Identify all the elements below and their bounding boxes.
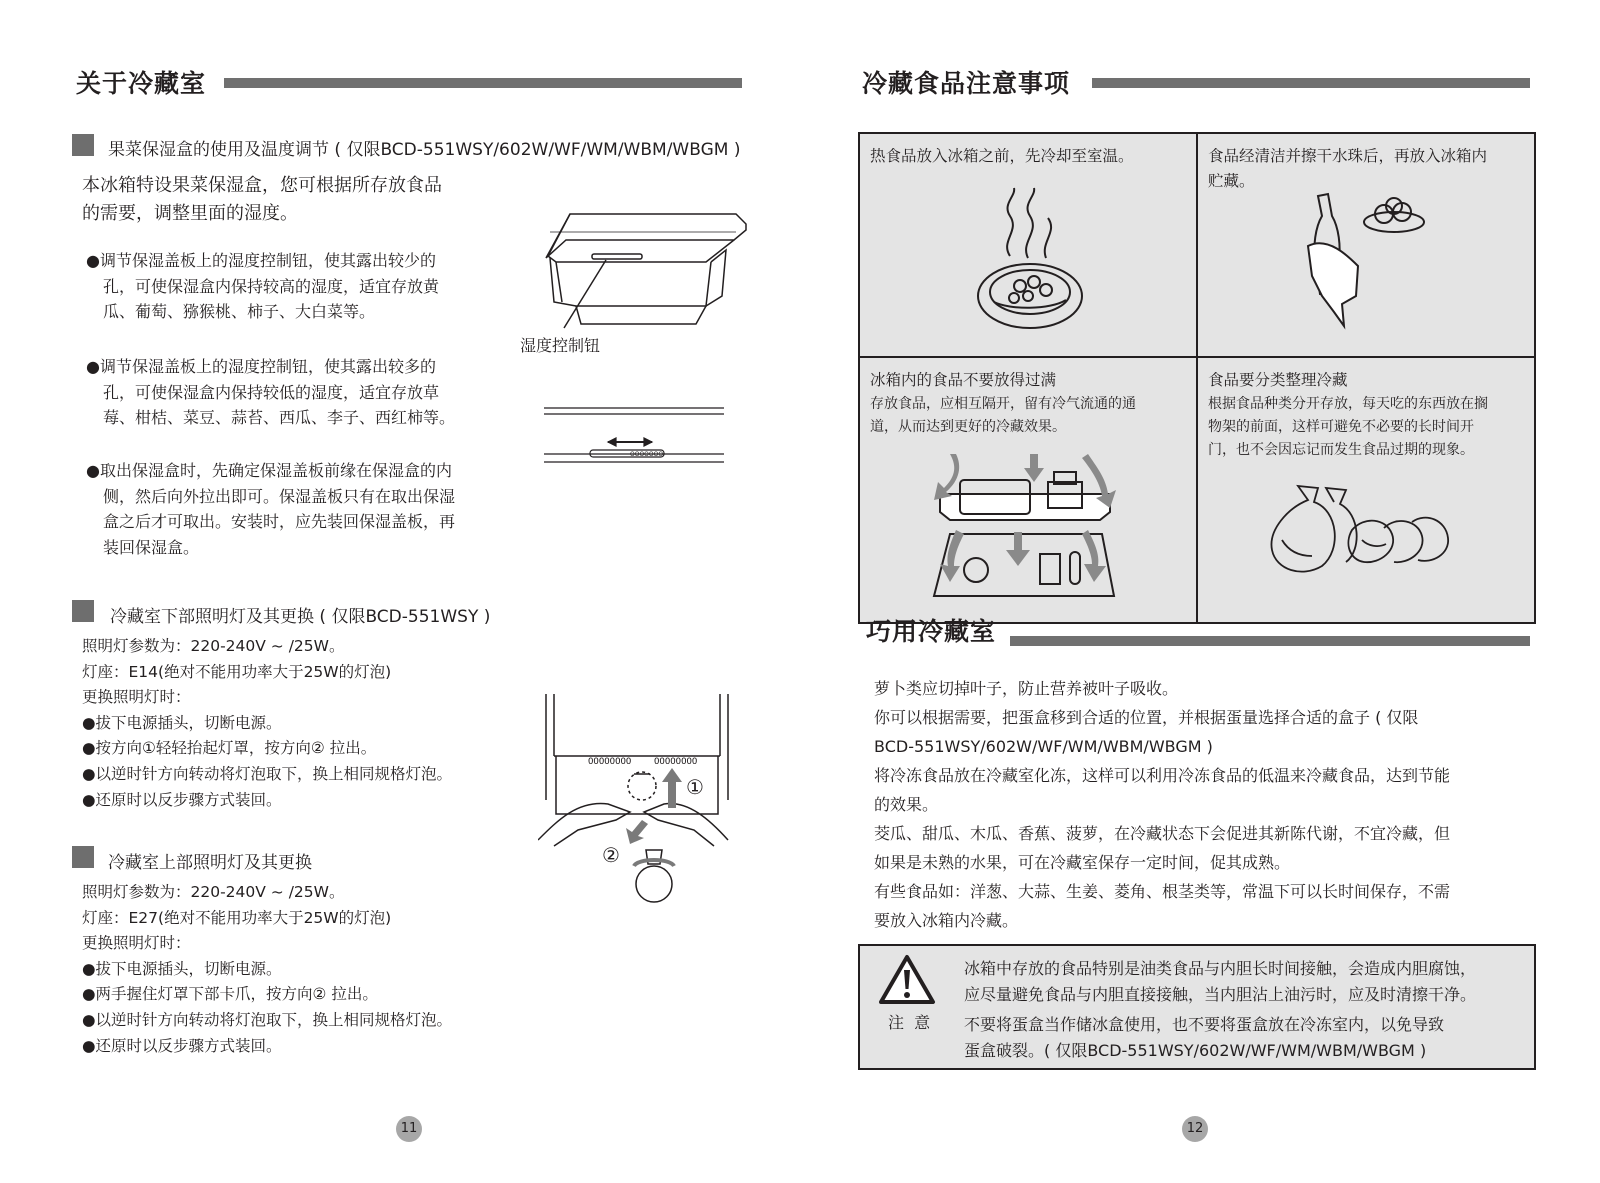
caution-line: 蛋盒破裂。( 仅限BCD-551WSY/602W/WF/WM/WBM/WBGM ) — [964, 1041, 1427, 1060]
tip-line: 如果是未熟的水果，可在冷藏室保存一定时间，促其成熟。 — [874, 853, 1291, 872]
warning-triangle-icon — [878, 954, 936, 1006]
caution-text — [964, 956, 1476, 1064]
tip-text: 贮藏。 — [1208, 172, 1255, 190]
tip-line: 的效果。 — [874, 795, 939, 814]
spec-line: 灯座：E14(绝对不能用功率大于25W的灯泡) — [82, 662, 392, 681]
lamp-replacement-illustration — [538, 690, 734, 920]
crisper-drawer-illustration — [526, 206, 752, 346]
spec-line: ●还原时以反步骤方式装回。 — [82, 790, 282, 809]
spec-line: ●拔下电源插头，切断电源。 — [82, 713, 282, 732]
spec-line: 更换照明灯时： — [82, 934, 191, 953]
caution-line: 应尽量避免食品与内胆直接接触，当内胆沾上油污时，应及时清擦干净。 — [964, 985, 1477, 1004]
bullet-line: ●取出保湿盒时，先确定保湿盖板前缘在保湿盒的内 — [86, 461, 452, 480]
crisper-bullet-2 — [86, 354, 455, 431]
fridge-tricks-title: 巧用冷藏室 — [866, 617, 997, 646]
tip-line: 有些食品如：洋葱、大蒜、生姜、菱角、根茎类等，常温下可以长时间保存，不需 — [874, 882, 1451, 901]
tip-line: 萝卜类应切掉叶子，防止营养被叶子吸收。 — [874, 679, 1179, 698]
tip-line: 要放入冰箱内冷藏。 — [874, 911, 1019, 930]
right-page-title: 冷藏食品注意事项 — [862, 69, 1071, 98]
spec-line: 照明灯参数为：220-240V ~ /25W。 — [82, 883, 345, 901]
spec-line: ●按方向①轻轻抬起灯罩，按方向② 拉出。 — [82, 739, 377, 758]
crisper-intro-line2: 的需要，调整里面的湿度。 — [82, 203, 298, 224]
upper-lamp-instructions — [82, 880, 452, 1059]
lower-lamp-section-heading: 冷藏室下部照明灯及其更换 ( 仅限BCD-551WSY ) — [110, 607, 491, 627]
tip-line: 茭瓜、甜瓜、木瓜、香蕉、菠萝，在冷藏状态下会促进其新陈代谢，不宜冷藏，但 — [874, 824, 1451, 843]
bullet-line: 莓、柑桔、菜豆、蒜苔、西瓜、李子、西红柿等。 — [103, 408, 456, 427]
crisper-section-heading: 果菜保湿盒的使用及温度调节 ( 仅限BCD-551WSY/602W/WF/WM/WBM/WBGM ) — [108, 140, 741, 160]
section-marker — [72, 600, 94, 622]
tip-line: 将冷冻食品放在冷藏室化冻，这样可以利用冷冻食品的低温来冷藏食品，达到节能 — [874, 766, 1451, 785]
spec-line: ●拔下电源插头，切断电源。 — [82, 959, 282, 978]
hot-dish-icon — [970, 186, 1090, 336]
tip-line: 你可以根据需要，把蛋盒移到合适的位置，并根据蛋量选择合适的盒子 ( 仅限 — [874, 708, 1419, 727]
tip-text: 根据食品种类分开存放，每天吃的东西放在搁 — [1208, 396, 1488, 412]
bullet-line: 瓜、葡萄、猕猴桃、柿子、大白菜等。 — [103, 302, 376, 321]
tip-text: 食品经清洁并擦干水珠后，再放入冰箱内 — [1208, 147, 1488, 165]
bullet-line: 装回保湿盒。 — [103, 537, 200, 557]
svg-text:OOOOOOO: OOOOOOO — [630, 451, 664, 458]
bullet-line: 侧，然后向外拉出即可。保湿盖板只有在取出保湿 — [103, 486, 456, 506]
caution-line: 不要将蛋盒当作储冰盒使用，也不要将蛋盒放在冷冻室内，以免导致 — [964, 1015, 1445, 1034]
svg-text:OOOOOOOO: OOOOOOOO — [654, 757, 698, 767]
tip-cell-not-too-full — [860, 358, 1196, 622]
lower-lamp-instructions — [82, 634, 452, 813]
spec-line: 灯座：E27(绝对不能用功率大于25W的灯泡) — [82, 908, 392, 927]
svg-text:OOOOOOOO: OOOOOOOO — [588, 757, 632, 767]
crisper-bullet-1 — [86, 248, 439, 325]
title-rule — [1092, 78, 1530, 88]
tip-text: 道，从而达到更好的冷藏效果。 — [870, 419, 1066, 435]
bullet-line: 孔，可使保湿盒内保持较低的湿度，适宜存放草 — [103, 382, 440, 402]
direction-mark-2: ② — [602, 843, 620, 867]
wipe-bottle-icon — [1298, 186, 1428, 336]
bullet-line: ●调节保湿盖板上的湿度控制钮，使其露出较多的 — [86, 357, 436, 376]
page-number-left: 11 — [396, 1116, 422, 1142]
section-marker — [72, 846, 94, 868]
tip-title: 冰箱内的食品不要放得过满 — [870, 371, 1057, 389]
direction-mark-1: ① — [686, 775, 704, 799]
spec-line: ●还原时以反步骤方式装回。 — [82, 1036, 282, 1055]
fridge-tricks-list — [874, 674, 1514, 935]
upper-lamp-section-heading: 冷藏室上部照明灯及其更换 — [108, 853, 312, 873]
spec-line: ●以逆时针方向转动将灯泡取下，换上相同规格灯泡。 — [82, 764, 453, 783]
title-rule — [224, 78, 742, 88]
spec-line: 照明灯参数为：220-240V ~ /25W。 — [82, 637, 345, 655]
tip-text: 物架的前面，这样可避免不必要的长时间开 — [1208, 419, 1474, 435]
tip-cell-sort-food — [1198, 358, 1534, 622]
tip-text: 热食品放入冰箱之前，先冷却至室温。 — [870, 147, 1134, 165]
tip-line: BCD-551WSY/602W/WF/WM/WBM/WBGM ) — [874, 737, 1213, 756]
section-marker — [72, 134, 94, 156]
bullet-line: 盒之后才可取出。安装时，应先装回保湿盖板，再 — [103, 512, 456, 531]
tip-cell-hot-food — [860, 134, 1196, 356]
tip-text: 存放食品，应相互隔开，留有冷气流通的通 — [870, 396, 1136, 412]
caution-label: 注 意 — [888, 1013, 931, 1032]
spec-line: ●两手握住灯罩下部卡爪，按方向② 拉出。 — [82, 985, 378, 1004]
food-tips-grid — [858, 132, 1536, 624]
left-page-title: 关于冷藏室 — [76, 69, 207, 98]
crisper-intro-line1: 本冰箱特设果菜保湿盒，您可根据所存放食品 — [82, 175, 442, 196]
spec-line: 更换照明灯时： — [82, 688, 191, 707]
caution-line: 冰箱中存放的食品特别是油类食品与内胆长时间接触，会造成内胆腐蚀， — [964, 959, 1477, 978]
bullet-line: 孔，可使保湿盒内保持较高的湿度，适宜存放黄 — [103, 276, 440, 296]
wrapped-food-icon — [1268, 480, 1458, 580]
humidity-slider-illustration — [544, 406, 734, 476]
caution-box — [858, 944, 1536, 1070]
bullet-line: ●调节保湿盖板上的湿度控制钮，使其露出较少的 — [86, 251, 436, 270]
page-number-right: 12 — [1182, 1116, 1208, 1142]
tip-text: 门，也不会因忘记而发生食品过期的现象。 — [1208, 442, 1474, 458]
spec-line: ●以逆时针方向转动将灯泡取下，换上相同规格灯泡。 — [82, 1010, 453, 1029]
air-circulation-icon — [930, 454, 1130, 604]
tip-title: 食品要分类整理冷藏 — [1208, 371, 1348, 389]
crisper-bullet-3 — [86, 458, 455, 560]
title-rule — [1010, 636, 1530, 646]
tip-cell-clean-dry — [1198, 134, 1534, 356]
humidity-knob-label: 湿度控制钮 — [520, 336, 601, 355]
